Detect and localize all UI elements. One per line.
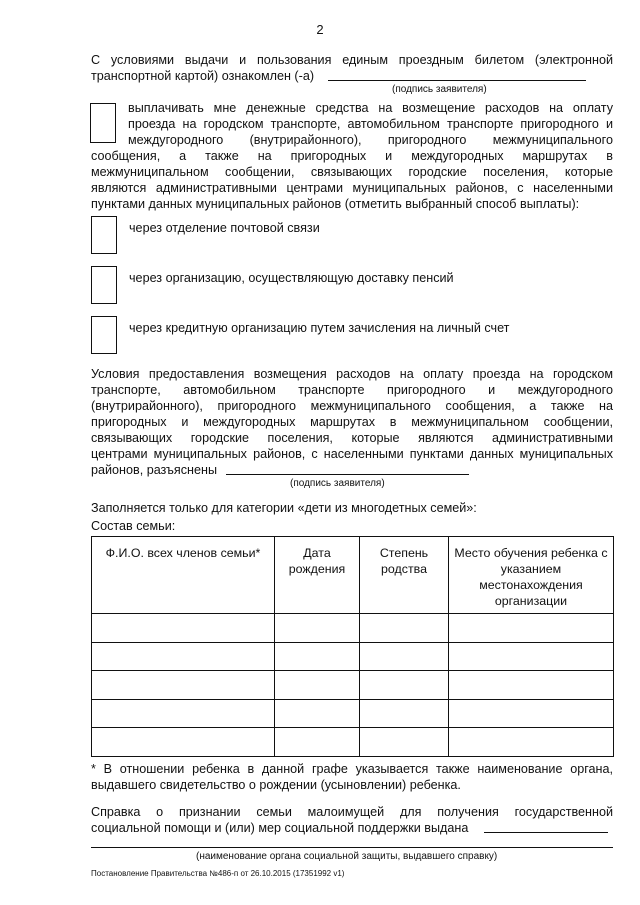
table-cell[interactable] bbox=[449, 699, 614, 728]
conditions-line-4: пригородных и междугородных маршрутах в межмуниципальном сообщении, bbox=[91, 415, 613, 429]
table-row bbox=[92, 728, 614, 757]
conditions-line-2: транспорте, автомобильном транспорте пригородного и междугородного bbox=[91, 383, 613, 397]
conditions-signature-caption: (подпись заявителя) bbox=[290, 478, 385, 489]
certificate-caption: (наименование органа социальной защиты, выдавшего справку) bbox=[196, 851, 498, 862]
footnote-separator bbox=[91, 756, 315, 757]
acquaint-line-2: транспортной картой) ознакомлен (-а) bbox=[91, 69, 315, 83]
table-row bbox=[92, 642, 614, 671]
table-cell[interactable] bbox=[449, 671, 614, 700]
bank-option-label: через кредитную организацию путем зачисления на личный счет bbox=[129, 321, 510, 335]
pension-delivery-option-label: через организацию, осуществляющую доставку пенсий bbox=[129, 271, 454, 285]
certificate-line-2: социальной помощи и (или) мер социальной поддержки выдана bbox=[91, 821, 469, 835]
table-cell[interactable] bbox=[275, 614, 360, 643]
table-cell[interactable] bbox=[275, 699, 360, 728]
compensation-line-6: являются административными центрами муниципальных районов, с населенными bbox=[91, 181, 613, 195]
compensation-line-3: междугородного (внутрирайонного), пригородного межмуниципального bbox=[128, 133, 613, 147]
conditions-line-7: районов, разъяснены bbox=[91, 463, 218, 477]
header-birth-date: Дата рождения bbox=[275, 537, 360, 614]
compensation-line-2: проезда на городском транспорте, автомобильном транспорте пригородного и bbox=[128, 117, 613, 131]
compensation-line-4: сообщения, а также на пригородных и междугородных маршрутах в bbox=[91, 149, 613, 163]
conditions-line-5: связывающих городские поселения, которые являются административными bbox=[91, 431, 613, 445]
certificate-issuer-line-2[interactable] bbox=[91, 847, 613, 848]
table-row bbox=[92, 614, 614, 643]
table-cell[interactable] bbox=[275, 671, 360, 700]
compensation-checkbox[interactable] bbox=[90, 103, 116, 143]
compensation-line-7: пунктами данных муниципальных районов (отметить выбранный способ выплаты): bbox=[91, 197, 580, 211]
category-note: Заполняется только для категории «дети из многодетных семей»: bbox=[91, 501, 477, 515]
table-cell[interactable] bbox=[92, 671, 275, 700]
pension-delivery-option-checkbox[interactable] bbox=[91, 266, 117, 304]
conditions-line-1: Условия предоставления возмещения расходов на оплату проезда на городском bbox=[91, 367, 613, 381]
table-cell[interactable] bbox=[92, 699, 275, 728]
header-relationship: Степень родства bbox=[360, 537, 449, 614]
conditions-line-3: (внутрирайонного), пригородного межмуниципального сообщения, а также на bbox=[91, 399, 613, 413]
table-cell[interactable] bbox=[360, 728, 449, 757]
table-cell[interactable] bbox=[449, 614, 614, 643]
table-cell[interactable] bbox=[449, 728, 614, 757]
table-cell[interactable] bbox=[275, 642, 360, 671]
family-table bbox=[91, 536, 614, 757]
table-row bbox=[92, 671, 614, 700]
family-label: Состав семьи: bbox=[91, 519, 176, 533]
table-cell[interactable] bbox=[449, 642, 614, 671]
certificate-line-1: Справка о признании семьи малоимущей для получения государственной bbox=[91, 805, 613, 819]
footer-reference: Постановление Правительства №486-п от 26.10.2015 (17351992 v1) bbox=[91, 869, 345, 878]
table-cell[interactable] bbox=[360, 699, 449, 728]
table-row bbox=[92, 699, 614, 728]
compensation-line-5: межмуниципальном сообщении, связывающих городские поселения, которые bbox=[91, 165, 613, 179]
page-number: 2 bbox=[316, 22, 324, 37]
family-table-header bbox=[92, 537, 614, 614]
table-cell[interactable] bbox=[360, 671, 449, 700]
table-cell[interactable] bbox=[360, 642, 449, 671]
table-cell[interactable] bbox=[92, 642, 275, 671]
table-cell[interactable] bbox=[92, 614, 275, 643]
table-cell[interactable] bbox=[360, 614, 449, 643]
bank-option-checkbox[interactable] bbox=[91, 316, 117, 354]
certificate-issuer-line[interactable] bbox=[484, 832, 608, 833]
table-cell[interactable] bbox=[92, 728, 275, 757]
footnote-line-1: * В отношении ребенка в данной графе указывается также наименование органа, bbox=[91, 762, 613, 776]
postal-option-checkbox[interactable] bbox=[91, 216, 117, 254]
header-study-place: Место обучения ребенка с указанием местонахождения организации bbox=[449, 537, 614, 614]
conditions-signature-line[interactable] bbox=[226, 474, 469, 475]
header-full-name: Ф.И.О. всех членов семьи* bbox=[92, 537, 275, 614]
compensation-line-1: выплачивать мне денежные средства на возмещение расходов на оплату bbox=[128, 101, 613, 115]
conditions-line-6: центрами муниципальных районов, с населенными пунктами данных муниципальных bbox=[91, 447, 613, 461]
table-cell[interactable] bbox=[275, 728, 360, 757]
acquaint-signature-caption: (подпись заявителя) bbox=[392, 84, 487, 95]
acquaint-signature-line[interactable] bbox=[328, 80, 586, 81]
acquaint-line-1: С условиями выдачи и пользования единым проездным билетом (электронной bbox=[91, 53, 613, 67]
postal-option-label: через отделение почтовой связи bbox=[129, 221, 320, 235]
footnote-line-2: выдавшего свидетельство о рождении (усыновлении) ребенка. bbox=[91, 778, 461, 792]
